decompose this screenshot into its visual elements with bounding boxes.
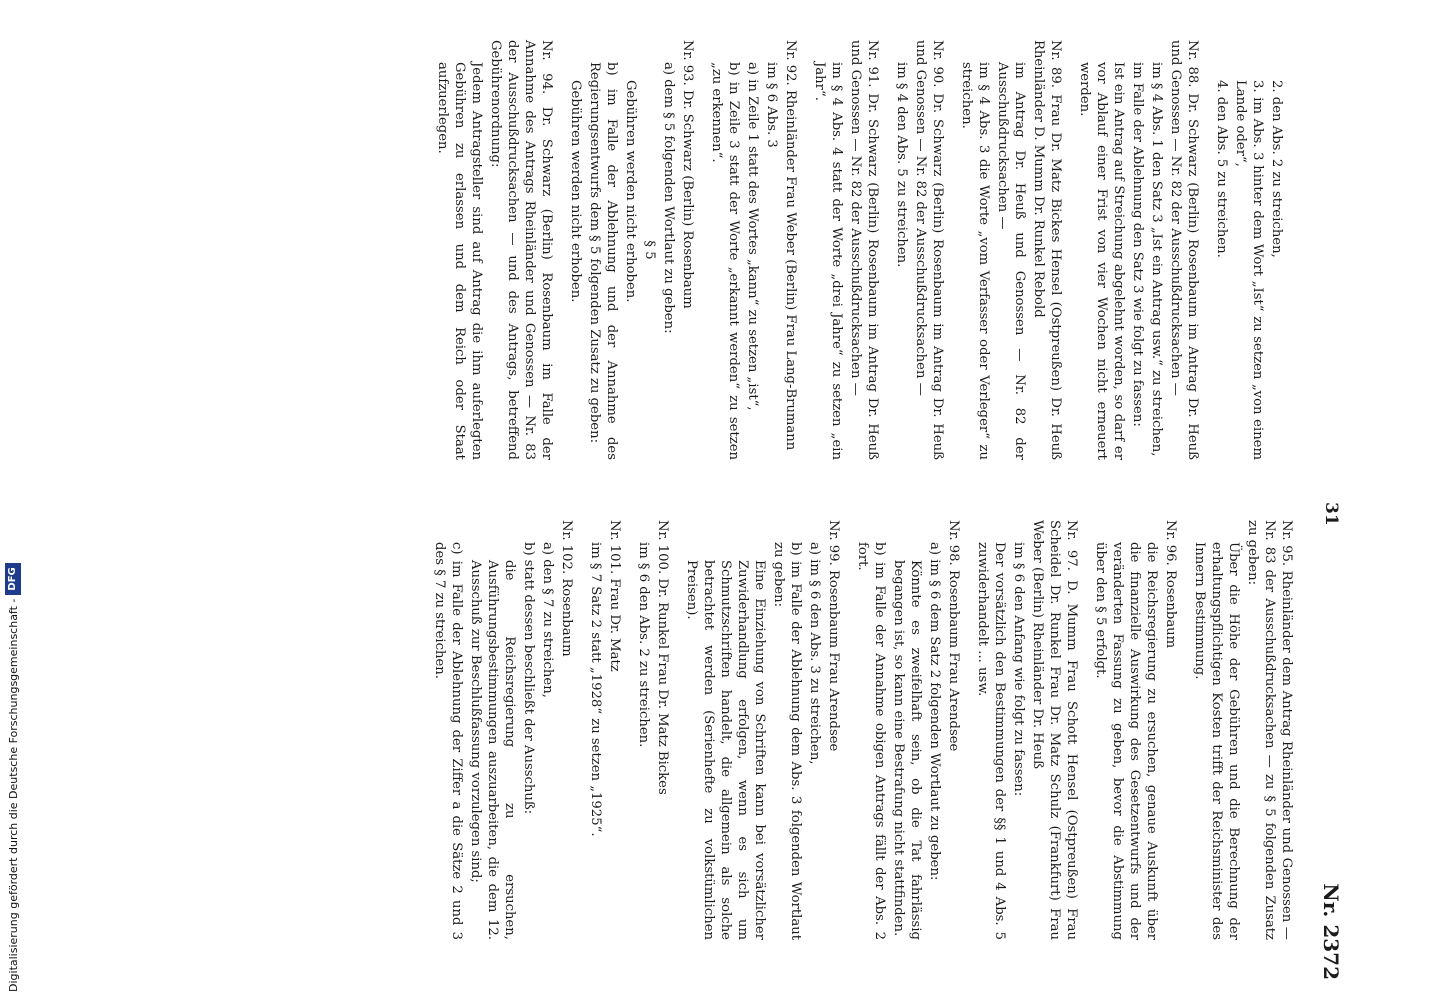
motion-heading: Nr. 102. Rosenbaum bbox=[559, 520, 574, 657]
motion-heading: Nr. 94. Dr. Schwarz (Berlin) Rosenbaum im Falle der Annahme des Antrags Rheinländer und Genossen — Nr. 83 der Ausschußdrucksachen — und des Antrags, betreffend Gebührenordnung: bbox=[488, 40, 554, 460]
paragraph: b) in Zeile 3 statt der Worte „erkannt werden“ zu setzen „zu erkennen“. bbox=[709, 62, 741, 460]
dfg-logo: DFG bbox=[5, 563, 21, 594]
page-number: 31 bbox=[1321, 502, 1341, 526]
paragraph: Jedem Antragsteller sind auf Antrag die ihm auferlegten Gebühren zu erlassen und dem Reich oder Staat aufzuerlegen. bbox=[435, 62, 484, 460]
paragraph: Der vorsätzlich den Bestimmungen der §§ 1 und 4 Abs. 5 zuwiderhandelt ... usw. bbox=[975, 542, 1007, 940]
paragraph: Könnte es zweifelhaft sein, ob die Tat fahrlässig begangen ist, so kann eine Bestrafung nicht stattfinden. bbox=[891, 560, 923, 940]
paragraph: die Reichsregierung zu ersuchen, genaue Auskunft über die finanzielle Auswirkung des Gesetzentwurfs und der veränderten Fassung zu geben, bevor die Abstimmung über den § 5 erfolgt. bbox=[1093, 542, 1159, 940]
paragraph: b) im Falle der Ablehnung und der Annahme des Regierungsentwurfs dem § 5 folgenden Zusatz zu geben: bbox=[587, 62, 619, 460]
motion-heading: Nr. 91. Dr. Schwarz (Berlin) Rosenbaum im Antrag Dr. Heuß und Genossen — Nr. 82 der Ausschußdrucksachen — bbox=[848, 40, 880, 460]
paragraph: 4. den Abs. 5 zu streichen. bbox=[1214, 80, 1229, 258]
motion-heading: Nr. 93. Dr. Schwarz (Berlin) Rosenbaum bbox=[680, 40, 695, 309]
paragraph: Eine Einziehung von Schriften kann bei vorsätzlicher Zuwiderhandlung erfolgen, wenn es sich um Schmutzschriften handelt, die allgemein als solche betrachtet werden (Serienhefte zu volkstümlichen Preisen). bbox=[684, 560, 767, 940]
motion-heading: Nr. 101. Frau Dr. Matz bbox=[607, 520, 622, 672]
motion-heading: Nr. 90. Dr. Schwarz (Berlin) Rosenbaum im Antrag Dr. Heuß und Genossen — Nr. 82 der Ausschußdrucksachen — bbox=[913, 40, 945, 460]
motion-heading: Nr. 95. Rheinländer dem Antrag Rheinländer und Genossen — Nr. 83 der Ausschußdrucksachen — zu § 5 folgenden Zusatz zu geben: bbox=[1245, 520, 1294, 940]
digitization-footer bbox=[4, 0, 22, 992]
paragraph: Ist ein Antrag auf Streichung abgelehnt worden, so darf er vor Ablauf einer Frist von vier Wochen nicht erneuert werden. bbox=[1077, 62, 1126, 460]
paragraph: im § 6 den Anfang wie folgt zu fassen: bbox=[1011, 542, 1026, 797]
paragraph: a) in Zeile 1 statt des Wortes „kann“ zu setzen „ist“, bbox=[745, 62, 760, 411]
section-sign: § 5 bbox=[642, 240, 657, 260]
paragraph: Über die Höhe der Gebühren und die Berechnung der erhaltungspflichtigen Kosten trifft der Reichsminister des Innern Bestimmung. bbox=[1192, 542, 1241, 940]
paragraph: die Reichsregierung zu ersuchen, Ausführungsbestimmungen auszuarbeiten, die dem 12. Ausschuß zur Beschlußfassung vorzulegen sind; bbox=[468, 560, 517, 940]
motion-heading: Nr. 92. Rheinländer Frau Weber (Berlin) Frau Lang-Brumann bbox=[783, 40, 798, 451]
motion-heading: Nr. 99. Rosenbaum Frau Arendsee bbox=[826, 520, 841, 752]
paragraph: b) statt dessen beschließt der Ausschuß: bbox=[521, 542, 536, 815]
paragraph: im Antrag Dr. Heuß und Genossen — Nr. 82 der Ausschußdrucksachen — bbox=[995, 62, 1027, 460]
footer-text: Digitalisierung gefördert durch die Deutsche Forschungsgemeinschaft - bbox=[6, 598, 20, 992]
document-number: Nr. 2372 bbox=[1319, 883, 1343, 980]
paragraph: Gebühren werden nicht erhoben. bbox=[568, 80, 583, 303]
paragraph: b) im Falle der Annahme obigen Antrags fällt der Abs. 2 fort. bbox=[855, 542, 887, 940]
motion-heading: Nr. 96. Rosenbaum bbox=[1163, 520, 1178, 649]
paragraph: Gebühren werden nicht erhoben. bbox=[623, 80, 638, 303]
paragraph: im § 4 Abs. 3 die Worte „vom Verfasser oder Verleger“ zu streichen. bbox=[959, 62, 991, 460]
paragraph: im Falle der Ablehnung den Satz 3 wie folgt zu fassen: bbox=[1130, 62, 1145, 427]
paragraph: 2. den Abs. 2 zu streichen, bbox=[1269, 80, 1284, 258]
left-column bbox=[432, 40, 1285, 460]
paragraph: a) im § 6 den Abs. 3 zu streichen, bbox=[807, 542, 822, 765]
document-page bbox=[0, 40, 1345, 1000]
motion-heading: Nr. 100. Dr. Runkel Frau Dr. Matz Bickes bbox=[655, 520, 670, 795]
paragraph: a) im § 6 dem Satz 2 folgenden Wortlaut zu geben: bbox=[927, 542, 942, 881]
paragraph: im § 6 Abs. 3 bbox=[764, 62, 779, 148]
paragraph: im § 4 Abs. 4 statt der Worte „drei Jahre“ zu setzen „ein Jahr“. bbox=[812, 62, 844, 460]
motion-heading: Nr. 97. D. Mumm Frau Schott Hensel (Ostpreußen) Frau Scheidel Dr. Runkel Frau Dr. Matz Schulz (Frankfurt) Frau Weber (Berlin) Rheinländer Dr. Heuß bbox=[1030, 520, 1079, 940]
page-header bbox=[1305, 40, 1345, 1000]
motion-heading: Nr. 88. Dr. Schwarz (Berlin) Rosenbaum im Antrag Dr. Heuß und Genossen — Nr. 82 der Ausschußdrucksachen — bbox=[1168, 40, 1200, 460]
paragraph: a) dem § 5 folgenden Wortlaut zu geben: bbox=[661, 62, 676, 334]
paragraph: b) im Falle der Ablehnung dem Abs. 3 folgenden Wortlaut zu geben: bbox=[771, 542, 803, 940]
paragraph: im § 6 den Abs. 2 zu streichen. bbox=[636, 542, 651, 748]
paragraph: c) im Falle der Ablehnung der Ziffer a die Sätze 2 und 3 des § 7 zu streichen. bbox=[432, 542, 464, 940]
motion-heading: Nr. 89. Frau Dr. Matz Bickes Hensel (Ostpreußen) Dr. Heuß Rheinländer D. Mumm Dr. Runkel Rebold bbox=[1031, 40, 1063, 460]
motion-heading: Nr. 98. Rosenbaum Frau Arendsee bbox=[946, 520, 961, 752]
paragraph: a) den § 7 zu streichen, bbox=[540, 542, 555, 698]
right-column bbox=[429, 520, 1295, 940]
paragraph: im § 4 Abs. 1 den Satz 3 „Ist ein Antrag usw.“ zu streichen, bbox=[1149, 62, 1164, 457]
paragraph: 3. im Abs. 3 hinter dem Wort „Ist“ zu setzen „von einem Lande oder“, bbox=[1233, 80, 1265, 460]
paragraph: im § 7 Satz 2 statt „1928“ zu setzen „1925“. bbox=[588, 542, 603, 837]
paragraph: im § 4 den Abs. 5 zu streichen. bbox=[894, 62, 909, 268]
